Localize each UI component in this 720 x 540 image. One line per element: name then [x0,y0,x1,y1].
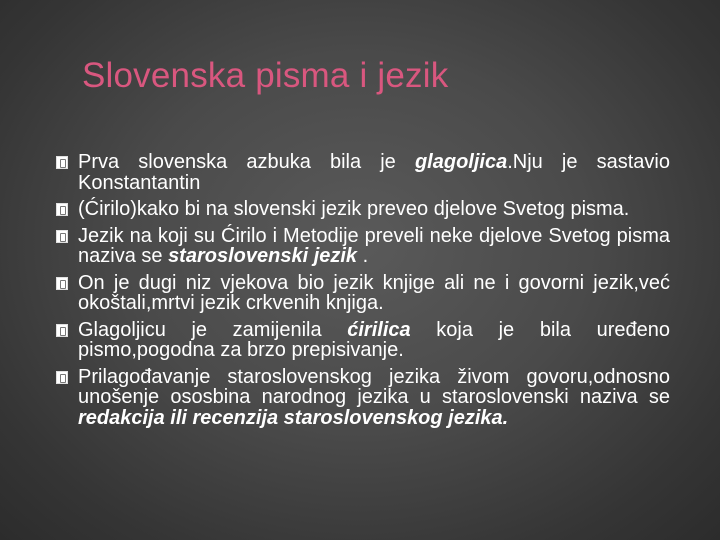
missing-glyph-icon [56,230,68,243]
missing-glyph-icon [56,277,68,290]
bullet-item [78,320,670,361]
missing-glyph-icon [56,371,68,384]
bullet-text: (Ćirilo)kako bi na slovenski jezik preveo djelove Svetog pisma. [78,198,630,220]
emphasized-text: redakcija ili recenzija staroslovenskog jezika. [78,406,509,429]
emphasized-text: ćirilica [347,318,411,341]
bullet-item [78,273,670,314]
missing-glyph-icon [56,324,68,337]
bullet-text: .Nju je sastavio Konstantantin [78,151,670,194]
bullet-item [78,367,670,429]
bullet-text: Prilagođavanje staroslovenskog jezika živom govoru,odnosno unošenje ososbina narodnog jezika u staroslovenski naziva se [78,365,670,408]
bullet-item [78,152,670,193]
bullet-list [78,152,670,434]
missing-glyph-icon [56,203,68,216]
emphasized-text: staroslovenski jezik [168,245,358,267]
bullet-item [78,226,670,267]
bullet-text: On je dugi niz vjekova bio jezik knjige ali ne i govorni jezik,već okoštali,mrtvi jezik crkvenih knjiga. [78,271,670,314]
bullet-text: Prva slovenska azbuka bila je [78,151,415,173]
bullet-item [78,199,670,220]
bullet-text: Jezik na koji su Ćirilo i Metodije preveli neke djelove Svetog pisma naziva se [78,224,670,267]
missing-glyph-icon [56,156,68,169]
slide-title: Slovenska pisma i jezik [82,56,449,95]
bullet-text: . [357,245,369,267]
emphasized-text: glagoljica [414,151,508,173]
bullet-text: koja je bila uređeno pismo,pogodna za brzo prepisivanje. [78,318,671,361]
bullet-text: Glagoljicu je zamijenila [78,318,348,341]
